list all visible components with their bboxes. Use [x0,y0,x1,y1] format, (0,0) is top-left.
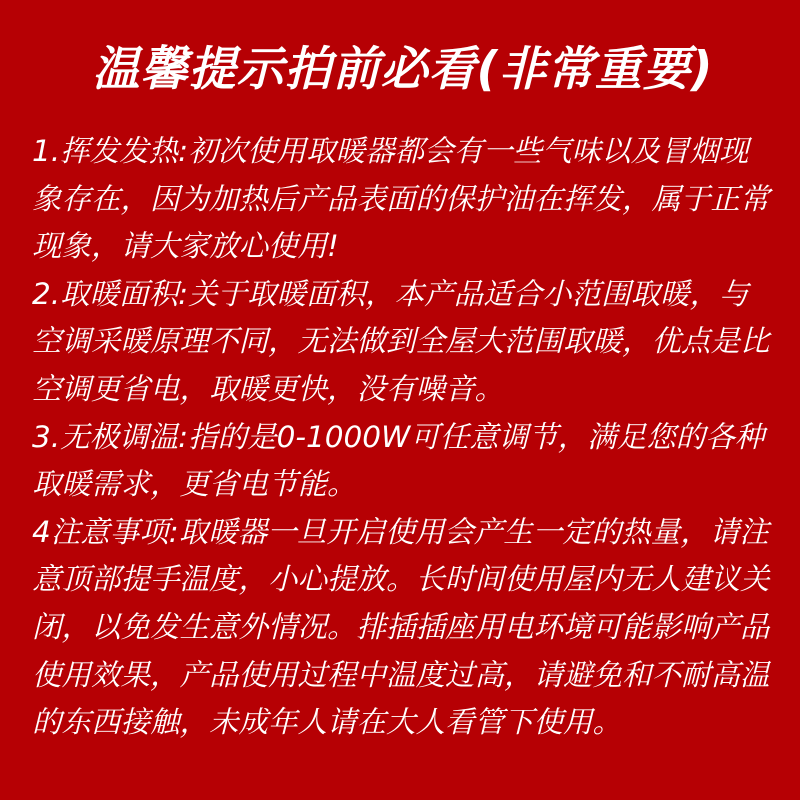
notice-content [32,128,774,747]
notice-title: 温馨提示拍前必看(非常重要) [92,42,714,97]
notice-item-heating-area: 2.取暖面积:关于取暖面积，本产品适合小范围取暖，与空调采暖原理不同，无法做到全屋大范围取暖，优点是比空调更省电，取暖更快，没有噪音。 [32,276,770,406]
notice-item-stepless-temp: 3.无极调温:指的是0-1000W可任意调节，满足您的各种取暖需求，更省电节能。 [32,419,765,502]
notice-item-precautions: 4注意事项:取暖器一旦开启使用会产生一定的热量，请注意顶部提手温度，小心提放。长时间使用屋内无人建议关闭，以免发生意外情况。排插插座用电环境可能影响产品使用效果，产品使用过程中温度过高，请避免和不耐高温的东西接触，未成年人请在大人看管下使用。 [32,514,770,740]
notice-item-volatile-heat: 1.挥发发热:初次使用取暖器都会有一些气味以及冒烟现象存在，因为加热后产品表面的保护油在挥发，属于正常现象，请大家放心使用! [32,134,770,264]
